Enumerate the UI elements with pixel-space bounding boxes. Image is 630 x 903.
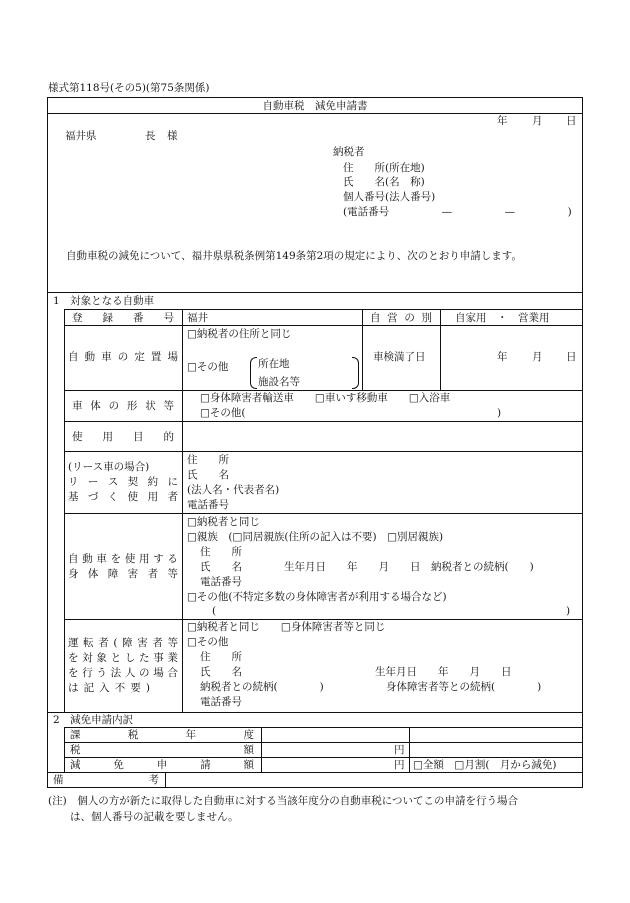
frame-top: [47, 97, 583, 98]
inspection-year: 年: [497, 351, 508, 363]
lease-label-2: リ ー ス 契 約 に: [68, 476, 178, 488]
location-brace-left: [250, 357, 257, 389]
disabled-label-1: 自 動 車 を 使 用 す る: [68, 553, 178, 565]
note-line-1: (注) 個人の方が新たに取得した自動車に対する当該年度分の自動車税についてこの申請を行う場合: [48, 795, 518, 807]
taxpayer-phone-label: (電話番号 — — ): [343, 206, 572, 218]
driver-opt-other: □その他: [187, 636, 229, 648]
row-location-top: [64, 325, 583, 326]
disabled-paren-close: ): [566, 605, 571, 617]
inspection-day: 日: [566, 351, 577, 363]
owner-label: 自 営 の 別: [370, 312, 432, 324]
date-month-label: 月: [532, 115, 543, 127]
shape-other-close: ): [497, 407, 502, 419]
row-reg-top: [64, 309, 583, 310]
location-address: 所在地: [258, 358, 290, 370]
driver-label-1: 運 転 者 ( 障 害 者 等: [68, 637, 178, 649]
row-taxyear-top: [64, 727, 583, 728]
date-day-label: 日: [566, 115, 577, 127]
driver-birth: 生年月日 年 月 日: [375, 666, 512, 678]
row-purpose-top: [64, 421, 583, 422]
addressee-chief: 長: [145, 130, 156, 142]
frame-left: [47, 97, 48, 788]
reg-label: 登 録 番 号: [72, 312, 174, 324]
row-exempt-top: [64, 757, 583, 758]
lease-representative: (法人名・代表者名): [187, 484, 280, 496]
inspection-month: 月: [532, 351, 543, 363]
disabled-opt-other: □その他(不特定多数の身体障害者が利用する場合など): [187, 591, 447, 603]
location-facility: 施設名等: [258, 376, 300, 388]
intro-text: 自動車税の減免について、福井県県税条例第149条第2項の規定により、次のとおり申請します。: [66, 250, 522, 262]
location-brace-right: [352, 357, 359, 389]
remarks-divider: [165, 772, 166, 788]
tax-year-label: 課 税 年 度: [70, 729, 254, 741]
lease-label-1: (リース車の場合): [68, 461, 150, 473]
location-opt-other: □その他: [187, 361, 229, 373]
section2-label-divider: [261, 727, 262, 772]
section2-value-divider: [409, 727, 410, 772]
location-opt-same: □納税者の住所と同じ: [187, 328, 292, 340]
section1-heading: 1 対象となる自動車: [53, 295, 155, 307]
driver-name: 氏 名: [200, 666, 242, 678]
exempt-amount-yen: 円: [394, 759, 405, 771]
section2-top-line: [47, 712, 583, 713]
addressee-honorific: 様: [167, 130, 178, 142]
lease-name: 氏 名: [187, 469, 229, 481]
frame-bottom: [47, 787, 583, 788]
row-shape-top: [64, 390, 583, 391]
taxpayer-heading: 納税者: [333, 146, 365, 158]
lease-address: 住 所: [187, 454, 229, 466]
frame-right: [582, 97, 583, 788]
tax-amount-yen: 円: [394, 744, 405, 756]
title-divider: [47, 113, 583, 114]
section2-heading: 2 減免申請内訳: [53, 714, 134, 726]
section2-inner-left: [64, 727, 65, 772]
location-label: 自 動 車 の 定 置 場: [68, 351, 178, 363]
shape-other: □その他(: [200, 407, 246, 419]
driver-relation-disabled: 身体障害者等との続柄( ): [386, 681, 542, 693]
driver-address: 住 所: [200, 651, 242, 663]
driver-phone: 電話番号: [200, 696, 242, 708]
reg-prefix: 福井: [187, 312, 208, 324]
note-line-2: は、個人番号の記載を要しません。: [70, 811, 239, 823]
form-number: 様式第118号(その5)(第75条関係): [48, 82, 210, 94]
form-title: 自動車税 減免申請書: [262, 100, 368, 112]
taxpayer-address-label: 住 所(所在地): [343, 162, 425, 174]
taxpayer-number-label: 個人番号(法人番号): [343, 191, 436, 203]
reg-divider-2: [440, 309, 441, 390]
disabled-phone: 電話番号: [200, 576, 242, 588]
driver-label-2: を 対 象 と し た 事 業: [68, 652, 178, 664]
disabled-paren-open: (: [212, 605, 217, 617]
shape-label: 車 体 の 形 状 等: [72, 400, 174, 412]
driver-label-3: を 行 う 法 人 の 場 合: [68, 667, 178, 679]
disabled-address: 住 所: [200, 546, 242, 558]
owner-value: 自家用 ・ 営業用: [455, 312, 550, 324]
tax-amount-label: 税 額: [70, 744, 254, 756]
driver-relation-taxpayer: 納税者との続柄( ): [200, 681, 324, 693]
row-lease-top: [64, 451, 583, 452]
exempt-amount-label: 減 免 申 請 額: [70, 759, 254, 771]
row-driver-top: [64, 619, 583, 620]
lease-label-3: 基 づ く 使 用 者: [68, 491, 178, 503]
remarks-label: 備 考: [53, 774, 159, 786]
driver-label-4: は 記 入 不 要 ): [68, 682, 150, 694]
row-disabled-top: [64, 513, 583, 514]
date-year-label: 年: [497, 115, 508, 127]
shape-options: □身体障害者輸送車 □車いす移動車 □入浴車: [200, 392, 451, 404]
disabled-label-2: 身 体 障 害 者 等: [68, 568, 178, 580]
purpose-label: 使 用 目 的: [72, 431, 174, 443]
section1-top-line: [47, 292, 583, 293]
disabled-name-row: 氏 名 生年月日 年 月 日 納税者との続柄( ): [200, 561, 534, 573]
row-tax-top: [64, 742, 583, 743]
label-column-divider: [182, 309, 183, 712]
addressee-pref: 福井県: [65, 130, 97, 142]
disabled-opt-relative: □親族 (□同居親族(住所の記入は不要) □別居親族): [187, 531, 444, 543]
exempt-options: □全額 □月割( 月から減免): [413, 759, 557, 771]
lease-phone: 電話番号: [187, 499, 229, 511]
inspection-label: 車検満了日: [373, 351, 426, 363]
taxpayer-name-label: 氏 名(名 称): [343, 176, 425, 188]
driver-opt-same: □納税者と同じ □身体障害者等と同じ: [187, 621, 386, 633]
reg-divider-1: [362, 309, 363, 390]
row-remarks-top: [47, 772, 583, 773]
section1-inner-left: [64, 309, 65, 712]
disabled-opt-same: □納税者と同じ: [187, 516, 260, 528]
